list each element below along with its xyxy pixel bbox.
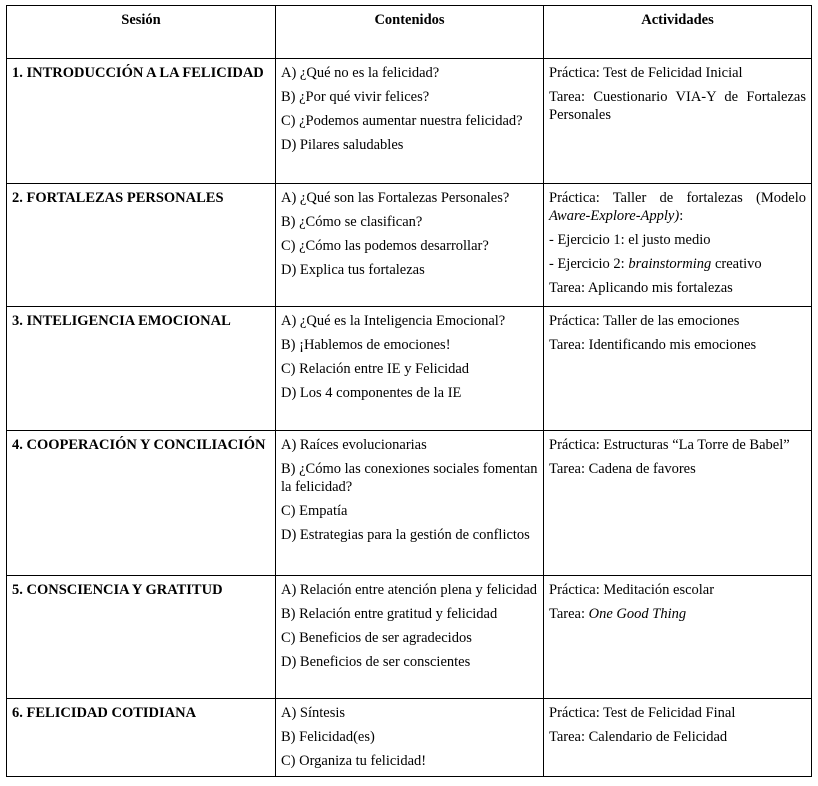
activity-text: Práctica: Taller de fortalezas (Modelo [549, 190, 806, 206]
header-activities: Actividades [544, 6, 812, 59]
activity-text: creativo [711, 256, 762, 272]
content-item: A) ¿Qué es la Inteligencia Emocional? [281, 313, 506, 329]
activity-item: Práctica: Test de Felicidad Inicial [549, 65, 743, 81]
activity-text: - Ejercicio 2: [549, 256, 629, 272]
activities-cell [544, 576, 812, 699]
sessions-table [6, 5, 812, 777]
activity-item [549, 605, 806, 623]
content-item: B) ¿Cómo las conexiones sociales fomentan la felicidad? [281, 461, 538, 495]
activity-item: Práctica: Test de Felicidad Final [549, 705, 736, 721]
activities-cell [544, 59, 812, 184]
activity-item [549, 255, 806, 273]
content-item: C) ¿Cómo las podemos desarrollar? [281, 238, 489, 254]
content-item: D) Pilares saludables [281, 137, 404, 153]
table-row [7, 59, 812, 184]
session-title: 6. FELICIDAD COTIDIANA [7, 699, 276, 777]
table-row [7, 431, 812, 576]
activity-text-italic: One Good Thing [588, 606, 687, 622]
contents-cell [276, 307, 544, 431]
content-item: C) Beneficios de ser agradecidos [281, 630, 472, 646]
content-item: C) Relación entre IE y Felicidad [281, 361, 470, 377]
content-item: A) ¿Qué no es la felicidad? [281, 65, 440, 81]
activities-cell [544, 699, 812, 777]
activity-text: : [679, 208, 684, 224]
contents-cell [276, 59, 544, 184]
content-item: A) Síntesis [281, 705, 346, 721]
activities-cell [544, 184, 812, 307]
content-item: B) ¿Por qué vivir felices? [281, 89, 430, 105]
activity-item: - Ejercicio 1: el justo medio [549, 232, 711, 248]
content-item: B) Relación entre gratitud y felicidad [281, 606, 498, 622]
content-item: C) ¿Podemos aumentar nuestra felicidad? [281, 113, 523, 129]
content-item: A) Raíces evolucionarias [281, 437, 427, 453]
content-item: A) Relación entre atención plena y felicidad [281, 582, 538, 598]
content-item: C) Organiza tu felicidad! [281, 753, 427, 769]
activity-item: Práctica: Meditación escolar [549, 582, 715, 598]
session-title: 2. FORTALEZAS PERSONALES [7, 184, 276, 307]
activities-cell [544, 307, 812, 431]
contents-cell [276, 576, 544, 699]
activity-item: Práctica: Taller de las emociones [549, 313, 740, 329]
content-item: B) Felicidad(es) [281, 729, 375, 745]
activity-item [549, 189, 806, 225]
header-row [7, 6, 812, 59]
activity-item: Práctica: Estructuras “La Torre de Babel” [549, 437, 790, 453]
session-title: 4. COOPERACIÓN Y CONCILIACIÓN [7, 431, 276, 576]
header-contents: Contenidos [276, 6, 544, 59]
activity-item: Tarea: Identificando mis emociones [549, 337, 757, 353]
session-title: 5. CONSCIENCIA Y GRATITUD [7, 576, 276, 699]
activities-cell [544, 431, 812, 576]
header-session: Sesión [7, 6, 276, 59]
content-item: D) Estrategias para la gestión de conflictos [281, 527, 530, 543]
activity-item: Tarea: Calendario de Felicidad [549, 729, 728, 745]
activity-text-italic: brainstorming [628, 256, 712, 272]
table-row [7, 184, 812, 307]
content-item: C) Empatía [281, 503, 348, 519]
content-item: B) ¡Hablemos de emociones! [281, 337, 451, 353]
table-row [7, 307, 812, 431]
activity-text-italic: Aware-Explore-Apply) [549, 208, 680, 224]
session-title: 1. INTRODUCCIÓN A LA FELICIDAD [7, 59, 276, 184]
content-item: A) ¿Qué son las Fortalezas Personales? [281, 190, 510, 206]
activity-item: Tarea: Cadena de favores [549, 461, 696, 477]
content-item: D) Los 4 componentes de la IE [281, 385, 462, 401]
table-row [7, 699, 812, 777]
content-item: B) ¿Cómo se clasifican? [281, 214, 423, 230]
contents-cell [276, 184, 544, 307]
content-item: D) Beneficios de ser conscientes [281, 654, 471, 670]
contents-cell [276, 699, 544, 777]
content-item: D) Explica tus fortalezas [281, 262, 425, 278]
contents-cell [276, 431, 544, 576]
activity-item: Tarea: Cuestionario VIA-Y de Fortalezas Personales [549, 89, 806, 123]
session-title: 3. INTELIGENCIA EMOCIONAL [7, 307, 276, 431]
table-row [7, 576, 812, 699]
activity-item: Tarea: Aplicando mis fortalezas [549, 280, 733, 296]
activity-text: Tarea: [549, 606, 589, 622]
